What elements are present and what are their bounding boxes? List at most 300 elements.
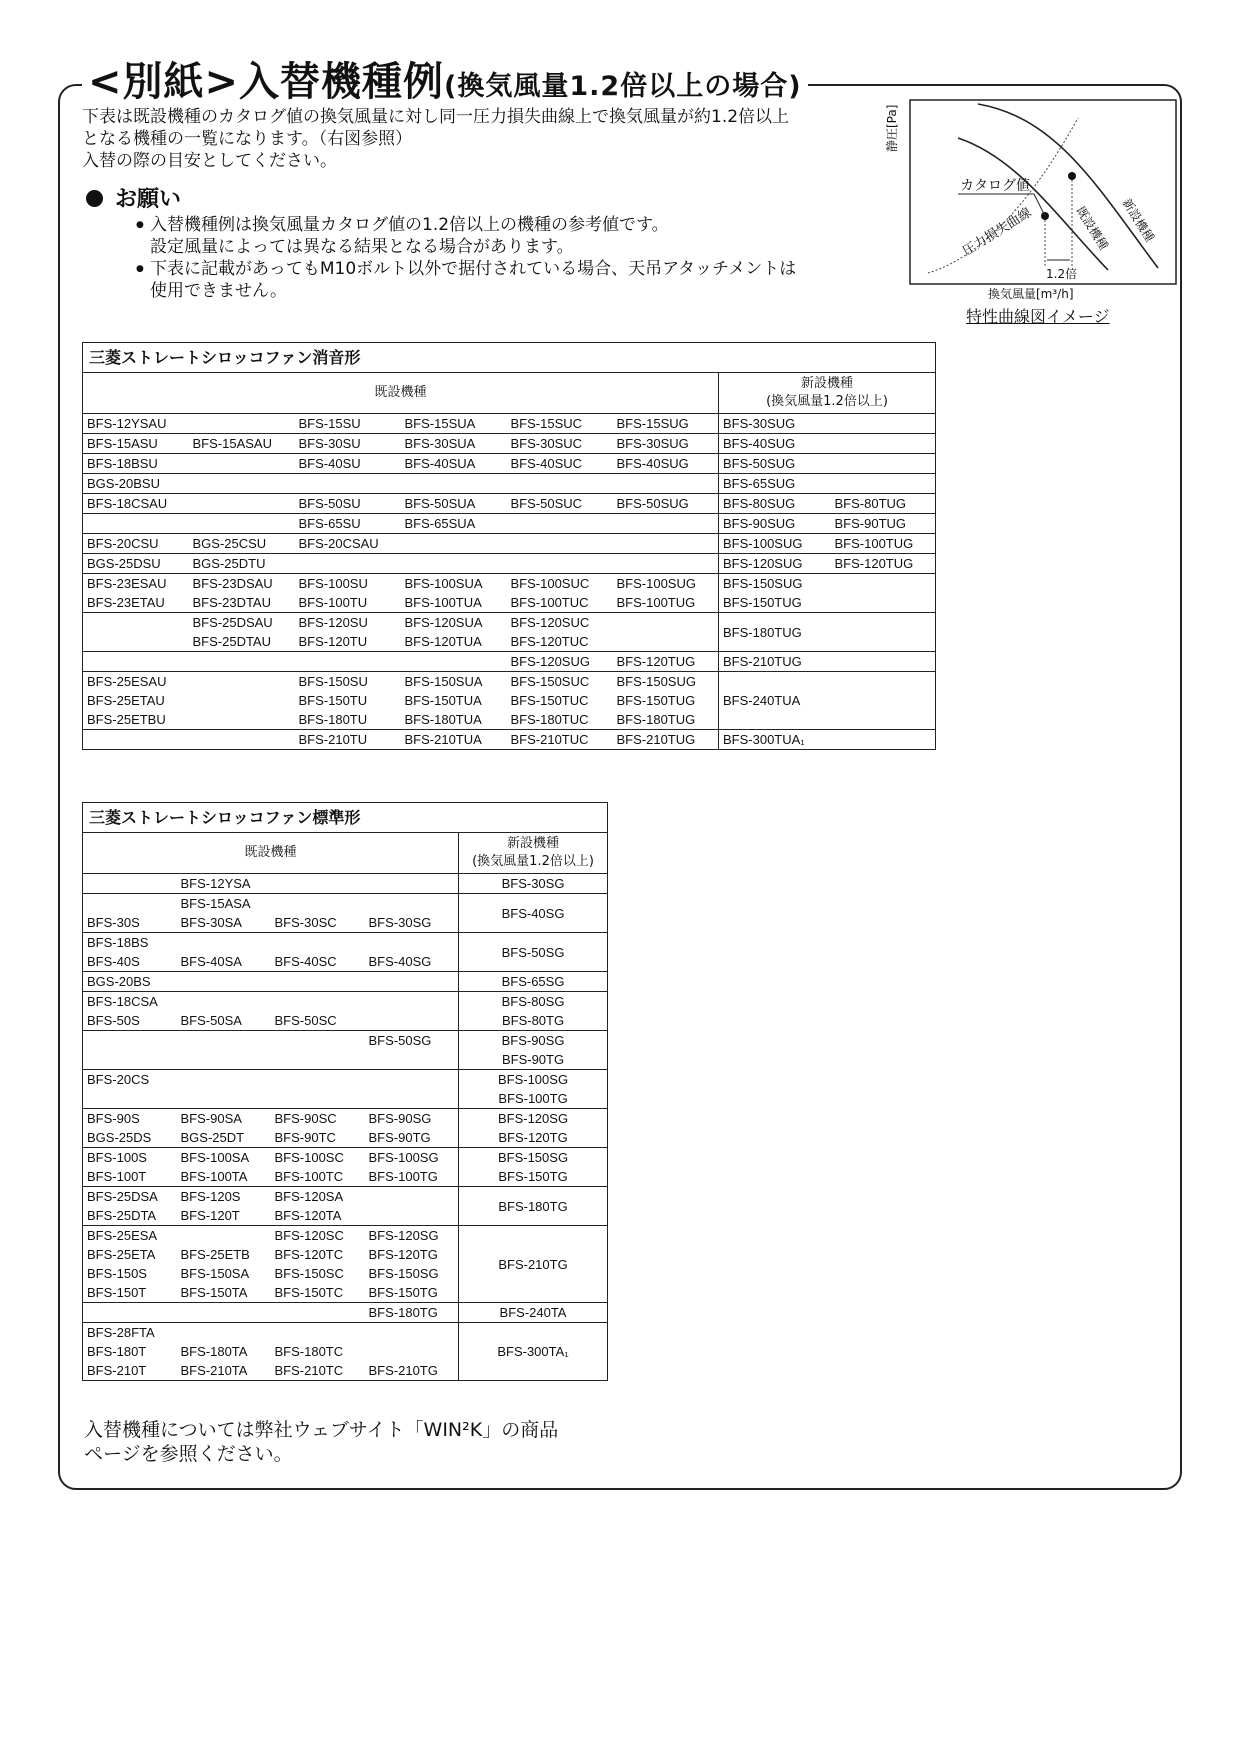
table-row (83, 1070, 608, 1090)
existing-model-cell: BFS-100SA (177, 1148, 271, 1168)
existing-model-cell: BFS-50SC (274, 1013, 337, 1028)
existing-model-cell: BFS-50SUC (507, 494, 613, 514)
existing-model-cell: BFS-18BS (83, 933, 177, 953)
table-row (83, 1050, 608, 1070)
existing-model-cell: BFS-15ASU (83, 434, 189, 454)
table-row (83, 494, 936, 514)
existing-model-cell (365, 894, 459, 914)
existing-model-cell: BFS-90TG (368, 1130, 431, 1145)
existing-model-cell (271, 1323, 365, 1343)
column-header-existing: 既設機種 (83, 373, 719, 414)
existing-model-cell (189, 652, 295, 672)
existing-model-cell: BFS-40SUC (507, 454, 613, 474)
existing-model-cell (83, 894, 177, 914)
existing-model-cell: BFS-120SUG (507, 652, 613, 672)
x-axis-label: 換気風量[m³/h] (988, 287, 1074, 301)
existing-model-cell: BGS-20BS (83, 972, 177, 992)
existing-model-cell (189, 710, 295, 730)
existing-model-cell (271, 1089, 365, 1109)
column-header-existing: 既設機種 (83, 833, 459, 874)
existing-model-cell (613, 554, 719, 574)
existing-model-cell: BFS-150TUG (616, 693, 696, 708)
characteristic-curve-diagram (885, 98, 1180, 330)
column-header-new-line: (換気風量1.2倍以上) (472, 854, 594, 869)
existing-model-cell (177, 992, 271, 1012)
existing-model-cell (177, 972, 271, 992)
existing-model-cell: BFS-180TU (298, 712, 368, 727)
new-model-cell (831, 672, 936, 730)
new-model-cell (831, 593, 936, 613)
new-model-cell: BFS-80TUG (831, 494, 936, 514)
existing-model-cell: BFS-120TA (274, 1208, 342, 1223)
existing-model-cell (189, 414, 295, 434)
existing-model-cell (177, 1031, 271, 1051)
intro-line: 下表は既設機種のカタログ値の換気風量に対し同一圧力損失曲線上で換気風量が約1.2倍以上 (82, 107, 790, 127)
intro-line: となる機種の一覧になります。（右図参照） (82, 129, 413, 149)
existing-model-cell (83, 874, 177, 894)
existing-model-cell: BFS-18BSU (83, 454, 189, 474)
column-header-new-line: (換気風量1.2倍以上) (766, 394, 888, 409)
existing-model-cell (365, 1089, 459, 1109)
new-model-cell: BFS-90SG (459, 1031, 608, 1051)
existing-model-cell (271, 972, 365, 992)
existing-model-cell: BFS-100SU (295, 574, 401, 594)
existing-model-cell (295, 652, 401, 672)
table-row (83, 672, 936, 692)
existing-model-cell: BFS-180TA (180, 1344, 248, 1359)
existing-model-cell: BFS-150S (83, 1264, 177, 1283)
new-model-cell: BFS-50SG (459, 933, 608, 972)
existing-model-cell (613, 632, 719, 652)
existing-model-cell: BFS-100TA (180, 1169, 248, 1184)
bullet-icon (86, 190, 103, 207)
existing-model-cell: BFS-150TA (180, 1285, 248, 1300)
existing-model-cell: BFS-100T (83, 1167, 177, 1187)
existing-model-cell: BFS-23DTAU (192, 595, 271, 610)
request-line: 使用できません。 (150, 281, 288, 301)
new-model-cell: BFS-240TUA (719, 672, 831, 730)
existing-model-cell: BFS-40SU (295, 454, 401, 474)
diagram-caption: 特性曲線図イメージ (966, 307, 1110, 326)
intro-line: 入替の際の目安としてください。 (82, 151, 337, 171)
existing-model-cell (365, 1206, 459, 1226)
existing-model-cell: BFS-120SC (271, 1226, 365, 1246)
existing-model-cell: BFS-210TA (177, 1361, 271, 1381)
existing-model-cell: BFS-40S (83, 952, 177, 972)
diagram-box (910, 100, 1176, 284)
new-model-cell: BFS-150SG (459, 1148, 608, 1168)
table-row (83, 474, 936, 494)
existing-model-cell: BFS-120SG (365, 1226, 459, 1246)
standard-type-table (82, 802, 608, 1381)
existing-model-cell (177, 1323, 271, 1343)
new-model-cell: BFS-210TUG (719, 652, 831, 672)
existing-model-cell: BFS-150SG (368, 1266, 439, 1281)
existing-model-cell (83, 514, 189, 534)
column-header-new (719, 373, 936, 414)
existing-model-cell: BFS-100SUG (613, 574, 719, 594)
existing-model-cell: BFS-40SUG (613, 454, 719, 474)
existing-model-cell: BFS-120TUA (404, 634, 482, 649)
existing-model-cell: BFS-50S (83, 1011, 177, 1031)
existing-model-cell: BFS-30SU (295, 434, 401, 454)
existing-model-cell: BFS-210TUA (401, 730, 507, 750)
existing-model-cell: BFS-210TG (365, 1361, 459, 1381)
new-model-cell: BFS-240TA (459, 1303, 608, 1323)
new-model-cell: BFS-150TG (459, 1167, 608, 1187)
existing-model-cell: BFS-90SC (271, 1109, 365, 1129)
new-model-cell: BFS-90TUG (831, 514, 936, 534)
existing-model-cell: BFS-210T (83, 1361, 177, 1381)
existing-model-cell: BFS-100SG (365, 1148, 459, 1168)
table-row (83, 1187, 608, 1207)
new-model-cell: BFS-100TG (459, 1089, 608, 1109)
existing-model-cell (613, 613, 719, 633)
existing-model-cell (83, 652, 189, 672)
existing-model-cell (271, 1070, 365, 1090)
existing-model-cell: BFS-90SG (365, 1109, 459, 1129)
existing-model-cell (613, 534, 719, 554)
existing-model-cell (189, 474, 295, 494)
table-caption: 三菱ストレートシロッコファン消音形 (83, 343, 936, 373)
new-model-cell: BFS-150SUG (719, 574, 831, 594)
existing-model-cell: BFS-150TUC (510, 693, 589, 708)
new-model-cell: BFS-50SUG (719, 454, 831, 474)
curve-label: 圧力損失曲線 (960, 205, 1035, 260)
existing-model-cell: BGS-25DTU (189, 554, 295, 574)
existing-model-cell (83, 632, 189, 652)
new-model-cell: BFS-120TUG (831, 554, 936, 574)
existing-model-cell: BFS-90S (83, 1109, 177, 1129)
existing-model-cell: BFS-25ETBU (83, 710, 189, 730)
existing-model-cell (189, 494, 295, 514)
existing-model-cell: BFS-18CSA (83, 992, 177, 1012)
new-model-cell: BFS-90TG (459, 1050, 608, 1070)
existing-model-cell (83, 1050, 177, 1070)
existing-model-cell: BFS-210TUC (507, 730, 613, 750)
existing-model-cell: BFS-15SUA (401, 414, 507, 434)
existing-model-cell (401, 652, 507, 672)
existing-model-cell (271, 1050, 365, 1070)
new-model-cell: BFS-90SUG (719, 514, 831, 534)
existing-model-cell (365, 1050, 459, 1070)
existing-model-cell (177, 1226, 271, 1246)
existing-model-cell (365, 1070, 459, 1090)
existing-model-cell: BFS-120TU (298, 634, 368, 649)
existing-model-cell: BFS-120T (180, 1208, 240, 1223)
table-row (83, 874, 608, 894)
new-model-cell: BFS-65SUG (719, 474, 831, 494)
existing-model-cell: BFS-120SA (271, 1187, 365, 1207)
table-row (83, 574, 936, 594)
existing-model-cell (365, 1342, 459, 1361)
existing-model-cell: BFS-50SU (295, 494, 401, 514)
existing-model-cell: BFS-65SU (295, 514, 401, 534)
existing-model-cell: BFS-180TUC (510, 712, 589, 727)
existing-model-cell: BFS-25DTAU (192, 634, 271, 649)
existing-model-cell (507, 554, 613, 574)
existing-model-cell: BFS-150TUA (404, 693, 482, 708)
new-model-cell (831, 434, 936, 454)
existing-model-cell: BFS-50SUG (613, 494, 719, 514)
existing-model-cell (83, 1031, 177, 1051)
existing-model-cell (189, 691, 295, 710)
new-model-cell: BFS-30SUG (719, 414, 831, 434)
title-sub: (換気風量1.2倍以上の場合) (444, 71, 802, 102)
new-model-cell: BFS-100TUG (831, 534, 936, 554)
request-heading (86, 182, 181, 213)
existing-model-cell: BFS-100S (83, 1148, 177, 1168)
new-model-cell (831, 414, 936, 434)
existing-model-cell (271, 894, 365, 914)
existing-model-cell: BFS-18CSAU (83, 494, 189, 514)
existing-model-cell (401, 554, 507, 574)
existing-model-cell: BFS-120SUC (507, 613, 613, 633)
existing-model-cell: BFS-100SUA (401, 574, 507, 594)
existing-model-cell: BFS-100SC (271, 1148, 365, 1168)
request-heading-label: お願い (115, 187, 182, 212)
table-row (83, 1323, 608, 1343)
existing-model-cell (83, 730, 189, 750)
existing-model-cell: BFS-40SA (180, 954, 242, 969)
existing-model-cell: BFS-100TG (368, 1169, 438, 1184)
new-point (1068, 172, 1076, 180)
existing-model-cell (189, 730, 295, 750)
existing-model-cell (177, 1050, 271, 1070)
existing-model-cell: BFS-100TUC (510, 595, 589, 610)
existing-model-cell: BGS-25DSU (83, 554, 189, 574)
existing-model-cell: BFS-100TUG (616, 595, 696, 610)
existing-model-cell: BFS-40SG (368, 954, 432, 969)
existing-model-cell: BFS-25ESAU (83, 672, 189, 692)
existing-model-cell (613, 474, 719, 494)
new-model-cell: BFS-65SG (459, 972, 608, 992)
footer-note (84, 1418, 558, 1466)
existing-model-cell (271, 1031, 365, 1051)
new-model-cell: BFS-80TG (459, 1011, 608, 1031)
table-row (83, 554, 936, 574)
existing-model-cell (365, 933, 459, 953)
new-model-cell: BFS-120SG (459, 1109, 608, 1129)
existing-model-cell (177, 1070, 271, 1090)
table-row (83, 613, 936, 633)
existing-model-cell (401, 474, 507, 494)
table-row (83, 593, 936, 613)
existing-model-cell: BFS-180TG (365, 1303, 459, 1323)
existing-model-cell (271, 1303, 365, 1323)
existing-model-cell: BGS-25CSU (189, 534, 295, 554)
catalog-label: カタログ値 (960, 178, 1030, 194)
existing-model-cell: BFS-15SUC (507, 414, 613, 434)
table-caption: 三菱ストレートシロッコファン標準形 (83, 803, 608, 833)
existing-model-cell: BFS-150TU (298, 693, 368, 708)
new-model-cell (831, 474, 936, 494)
existing-model-cell: BFS-90SA (177, 1109, 271, 1129)
existing-model-cell: BFS-30SUG (613, 434, 719, 454)
existing-model-cell: BFS-150SUA (401, 672, 507, 692)
existing-model-cell (177, 1089, 271, 1109)
existing-model-cell (365, 972, 459, 992)
existing-model-cell: BFS-30SUC (507, 434, 613, 454)
existing-model-cell: BFS-20CSAU (295, 534, 401, 554)
new-label: 新設機種 (1119, 196, 1157, 245)
existing-model-cell (365, 874, 459, 894)
table-row (83, 1109, 608, 1129)
existing-model-cell (365, 1323, 459, 1343)
existing-model-cell (295, 474, 401, 494)
existing-model-cell: BFS-40SUA (401, 454, 507, 474)
title-main: <別紙>入替機種例 (88, 59, 445, 105)
existing-model-cell (83, 613, 189, 633)
existing-model-cell: BFS-210TU (295, 730, 401, 750)
existing-model-cell: BFS-150SUC (507, 672, 613, 692)
silent-type-table (82, 342, 936, 750)
table-row (83, 992, 608, 1012)
footer-line: 入替機種については弊社ウェブサイト「WIN²K」の商品 (84, 1419, 559, 1441)
existing-model-cell: BFS-23ESAU (83, 574, 189, 594)
new-model-cell: BFS-100SUG (719, 534, 831, 554)
table-row (83, 1011, 608, 1031)
existing-model-cell: BFS-180TUG (616, 712, 696, 727)
existing-model-cell: BFS-23DSAU (189, 574, 295, 594)
new-model-cell: BFS-150TUG (719, 593, 831, 613)
new-model-cell: BFS-30SG (459, 874, 608, 894)
existing-model-cell: BFS-20CSU (83, 534, 189, 554)
existing-model-cell: BGS-25DT (180, 1130, 245, 1145)
existing-model-cell (177, 933, 271, 953)
existing-model-cell: BFS-20CS (83, 1070, 177, 1090)
existing-model-cell: BFS-100TUA (404, 595, 482, 610)
existing-model-cell: BFS-50SG (365, 1031, 459, 1051)
existing-model-cell: BFS-120TC (274, 1247, 344, 1262)
table-row (83, 1128, 608, 1148)
table-row (83, 1089, 608, 1109)
table-row (83, 514, 936, 534)
table-row (83, 1167, 608, 1187)
existing-model-cell: BFS-210TUG (613, 730, 719, 750)
existing-model-cell: BFS-15ASAU (189, 434, 295, 454)
table-row (83, 933, 608, 953)
existing-model-cell (365, 992, 459, 1012)
new-model-cell: BFS-300TUA₁ (719, 730, 831, 750)
table-row (83, 414, 936, 434)
table-row (83, 730, 936, 750)
new-model-cell (831, 454, 936, 474)
new-model-cell: BFS-300TA₁ (459, 1323, 608, 1381)
existing-label: 既設機種 (1073, 204, 1111, 253)
existing-model-cell: BFS-100SUC (507, 574, 613, 594)
existing-model-cell: BFS-150T (83, 1283, 177, 1303)
column-header-new (459, 833, 608, 874)
existing-model-cell (189, 672, 295, 692)
table-row (83, 1148, 608, 1168)
existing-model-cell: BFS-150TG (368, 1285, 438, 1300)
existing-model-cell: BFS-30SC (274, 915, 337, 930)
existing-model-cell: BFS-25ETB (180, 1247, 250, 1262)
new-model-cell (831, 574, 936, 594)
new-model-cell: BFS-80SUG (719, 494, 831, 514)
existing-model-cell: BFS-210TC (271, 1361, 365, 1381)
existing-model-cell: BFS-12YSAU (83, 414, 189, 434)
table-row (83, 534, 936, 554)
footer-line: ページを参照ください。 (84, 1443, 293, 1465)
intro-text (82, 106, 902, 172)
existing-model-cell: BFS-25ETA (83, 1245, 177, 1264)
existing-model-cell (189, 514, 295, 534)
existing-model-cell (189, 454, 295, 474)
existing-model-cell: BFS-30SG (368, 915, 432, 930)
new-model-cell (831, 613, 936, 652)
new-model-cell: BFS-40SUG (719, 434, 831, 454)
existing-model-cell (271, 874, 365, 894)
new-model-cell (831, 730, 936, 750)
existing-model-cell: BFS-120SUA (401, 613, 507, 633)
existing-model-cell: BFS-100TU (298, 595, 368, 610)
table-row (83, 454, 936, 474)
new-model-cell: BFS-210TG (459, 1226, 608, 1303)
column-header-new-line: 新設機種 (800, 376, 853, 391)
new-model-cell: BFS-100SG (459, 1070, 608, 1090)
existing-model-cell (271, 933, 365, 953)
new-model-cell: BFS-180TG (459, 1187, 608, 1226)
existing-model-cell: BFS-25DSA (83, 1187, 177, 1207)
request-item (136, 258, 896, 302)
table-row (83, 1303, 608, 1323)
existing-model-cell (83, 1303, 177, 1323)
existing-model-cell (365, 1187, 459, 1207)
existing-model-cell (507, 534, 613, 554)
existing-model-cell: BFS-40SC (274, 954, 337, 969)
existing-model-cell: BFS-25DTA (83, 1206, 177, 1226)
table-row (83, 894, 608, 914)
existing-model-cell (177, 1303, 271, 1323)
new-model-cell: BFS-80SG (459, 992, 608, 1012)
existing-model-cell: BFS-120TUC (510, 634, 589, 649)
existing-model-cell (507, 474, 613, 494)
existing-model-cell: BFS-28FTA (83, 1323, 177, 1343)
existing-model-cell: BFS-50SUA (401, 494, 507, 514)
request-list (136, 214, 896, 302)
existing-model-cell: BFS-25ESA (83, 1226, 177, 1246)
column-header-new-line: 新設機種 (507, 836, 560, 851)
new-model-cell: BFS-40SG (459, 894, 608, 933)
existing-model-cell: BFS-15SU (295, 414, 401, 434)
existing-model-cell (613, 514, 719, 534)
existing-model-cell (271, 992, 365, 1012)
existing-model-cell: BFS-180T (83, 1342, 177, 1361)
existing-model-cell: BFS-30S (83, 913, 177, 933)
existing-model-cell: BFS-150TC (274, 1285, 344, 1300)
table-row (83, 972, 608, 992)
existing-model-cell: BFS-120SU (295, 613, 401, 633)
existing-model-cell: BFS-50SA (180, 1013, 242, 1028)
existing-model-cell: BFS-150SA (180, 1266, 250, 1281)
existing-model-cell (365, 1011, 459, 1031)
existing-model-cell: BFS-150SC (274, 1266, 344, 1281)
existing-model-cell: BFS-100TC (274, 1169, 344, 1184)
existing-model-cell: BFS-15SUG (613, 414, 719, 434)
table-row (83, 434, 936, 454)
request-item (136, 214, 896, 258)
existing-model-cell: BFS-120TUG (613, 652, 719, 672)
existing-model-cell: BFS-30SUA (401, 434, 507, 454)
existing-model-cell: BFS-90TC (274, 1130, 336, 1145)
table-row (83, 652, 936, 672)
existing-model-cell: BFS-15ASA (177, 894, 271, 914)
existing-model-cell (295, 554, 401, 574)
table-row (83, 1031, 608, 1051)
existing-model-cell: BFS-25DSAU (189, 613, 295, 633)
